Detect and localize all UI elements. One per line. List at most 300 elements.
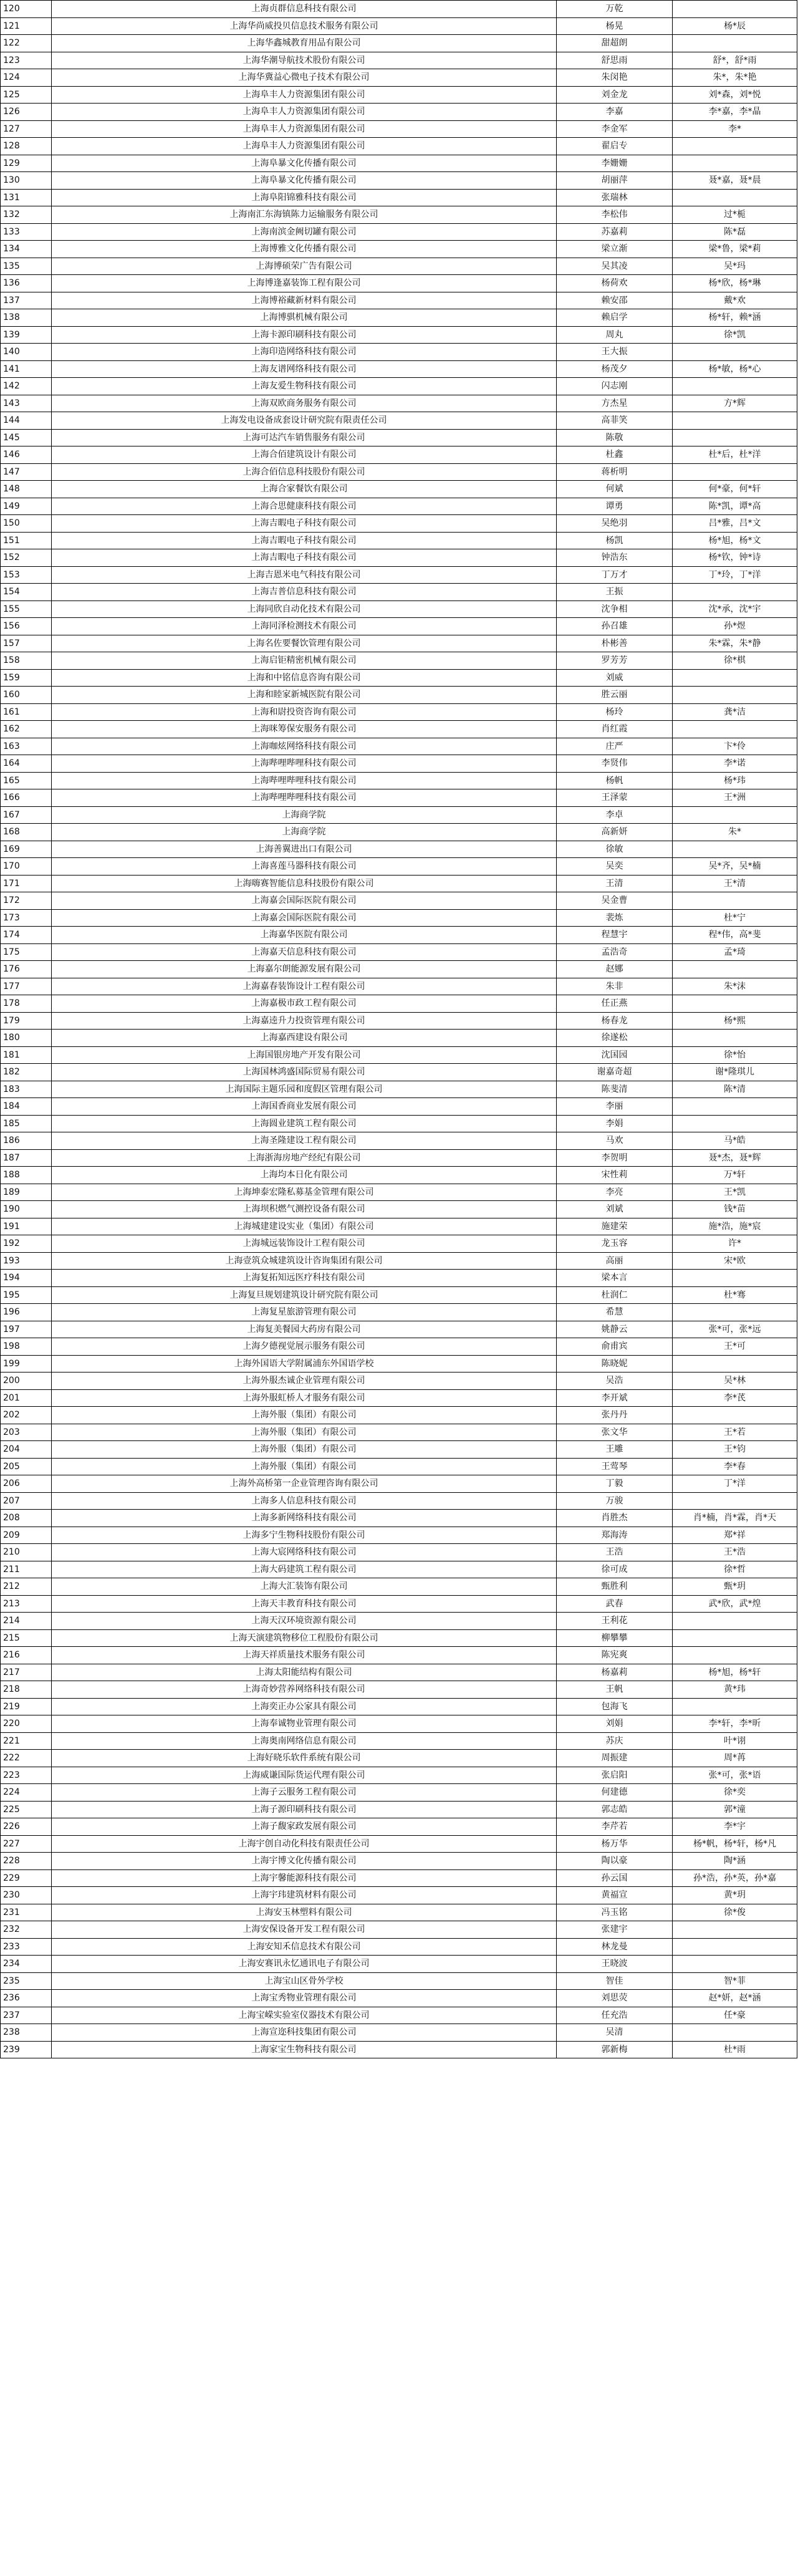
contact-name-cell: 徐敏 bbox=[557, 841, 673, 858]
table-row bbox=[1, 584, 797, 601]
family-members-cell bbox=[673, 429, 797, 446]
contact-name-cell: 柳攀攀 bbox=[557, 1629, 673, 1647]
row-number-cell: 122 bbox=[1, 35, 52, 52]
company-name-cell: 上海同泽检测技术有限公司 bbox=[52, 618, 557, 635]
row-number-cell: 174 bbox=[1, 927, 52, 944]
contact-name-cell: 庄严 bbox=[557, 738, 673, 755]
table-row bbox=[1, 1835, 797, 1853]
contact-name-cell: 郑海涛 bbox=[557, 1527, 673, 1544]
contact-name-cell: 杨帆 bbox=[557, 772, 673, 789]
table-row bbox=[1, 1304, 797, 1321]
row-number-cell: 153 bbox=[1, 566, 52, 584]
table-row bbox=[1, 1030, 797, 1047]
table-row bbox=[1, 206, 797, 224]
company-name-cell: 上海宝嵘实验室仪器技术有限公司 bbox=[52, 2007, 557, 2024]
family-members-cell bbox=[673, 344, 797, 361]
family-members-cell bbox=[673, 412, 797, 430]
table-row bbox=[1, 172, 797, 190]
contact-name-cell: 杨凯 bbox=[557, 532, 673, 549]
family-members-cell: 智*菲 bbox=[673, 1972, 797, 1990]
row-number-cell: 143 bbox=[1, 395, 52, 412]
contact-name-cell: 王晓波 bbox=[557, 1956, 673, 1973]
family-members-cell: 王*凯 bbox=[673, 1184, 797, 1201]
row-number-cell: 147 bbox=[1, 463, 52, 481]
contact-name-cell: 程慧宇 bbox=[557, 927, 673, 944]
row-number-cell: 130 bbox=[1, 172, 52, 190]
row-number-cell: 142 bbox=[1, 378, 52, 395]
row-number-cell: 216 bbox=[1, 1647, 52, 1664]
row-number-cell: 232 bbox=[1, 1921, 52, 1939]
company-name-cell: 上海多宁生物科技股份有限公司 bbox=[52, 1527, 557, 1544]
contact-name-cell: 李丽 bbox=[557, 1098, 673, 1116]
contact-name-cell: 刘威 bbox=[557, 669, 673, 687]
contact-name-cell: 何建德 bbox=[557, 1784, 673, 1802]
company-name-cell: 上海宇创自动化科技有限责任公司 bbox=[52, 1835, 557, 1853]
row-number-cell: 213 bbox=[1, 1595, 52, 1613]
company-name-cell: 上海吉暇电子科技有限公司 bbox=[52, 515, 557, 533]
contact-name-cell: 陶以豪 bbox=[557, 1853, 673, 1870]
row-number-cell: 137 bbox=[1, 292, 52, 309]
row-number-cell: 155 bbox=[1, 601, 52, 618]
family-members-cell bbox=[673, 841, 797, 858]
contact-name-cell: 杨晃 bbox=[557, 17, 673, 35]
company-name-cell: 上海发电设备成套设计研究院有限责任公司 bbox=[52, 412, 557, 430]
company-name-cell: 上海宣迩科技集团有限公司 bbox=[52, 2024, 557, 2042]
table-row bbox=[1, 1201, 797, 1218]
table-row bbox=[1, 995, 797, 1013]
company-name-cell: 上海外服（集团）有限公司 bbox=[52, 1407, 557, 1424]
family-members-cell bbox=[673, 189, 797, 206]
family-members-cell: 朱*沫 bbox=[673, 978, 797, 995]
row-number-cell: 203 bbox=[1, 1424, 52, 1441]
table-row bbox=[1, 1578, 797, 1596]
family-members-cell: 张*可，张*远 bbox=[673, 1321, 797, 1338]
row-number-cell: 160 bbox=[1, 687, 52, 704]
family-members-cell: 肖*楠，肖*霖，肖*天 bbox=[673, 1510, 797, 1527]
contact-name-cell: 高丽 bbox=[557, 1252, 673, 1270]
table-row bbox=[1, 1475, 797, 1493]
family-members-cell: 郭*潼 bbox=[673, 1801, 797, 1818]
table-row bbox=[1, 1698, 797, 1715]
table-row bbox=[1, 1218, 797, 1235]
family-members-cell: 马*皓 bbox=[673, 1132, 797, 1150]
table-row bbox=[1, 1613, 797, 1630]
company-name-cell: 上海合家餐饮有限公司 bbox=[52, 481, 557, 498]
contact-name-cell: 刘金龙 bbox=[557, 86, 673, 104]
row-number-cell: 124 bbox=[1, 69, 52, 87]
family-members-cell: 李*春 bbox=[673, 1458, 797, 1475]
contact-name-cell: 闪志刚 bbox=[557, 378, 673, 395]
company-name-cell: 上海阜阳锦雅科技有限公司 bbox=[52, 189, 557, 206]
table-row bbox=[1, 1972, 797, 1990]
table-row bbox=[1, 17, 797, 35]
table-row bbox=[1, 738, 797, 755]
row-number-cell: 192 bbox=[1, 1235, 52, 1253]
row-number-cell: 149 bbox=[1, 498, 52, 515]
contact-name-cell: 李芹若 bbox=[557, 1818, 673, 1836]
row-number-cell: 151 bbox=[1, 532, 52, 549]
table-row bbox=[1, 412, 797, 430]
row-number-cell: 146 bbox=[1, 446, 52, 464]
family-members-cell bbox=[673, 378, 797, 395]
company-name-cell: 上海阜丰人力资源集团有限公司 bbox=[52, 86, 557, 104]
family-members-cell: 孙*浩，孙*英，孙*嘉 bbox=[673, 1869, 797, 1887]
family-members-cell: 谢*隆琪儿 bbox=[673, 1064, 797, 1081]
company-name-cell: 上海善翼进出口有限公司 bbox=[52, 841, 557, 858]
row-number-cell: 164 bbox=[1, 755, 52, 773]
company-name-cell: 上海贞群信息科技有限公司 bbox=[52, 1, 557, 18]
company-name-cell: 上海哔哩哔哩科技有限公司 bbox=[52, 772, 557, 789]
contact-name-cell: 肖胜杰 bbox=[557, 1510, 673, 1527]
row-number-cell: 140 bbox=[1, 344, 52, 361]
table-row bbox=[1, 1270, 797, 1287]
contact-name-cell: 孟浩奇 bbox=[557, 943, 673, 961]
family-members-cell: 朱*，朱*艳 bbox=[673, 69, 797, 87]
row-number-cell: 136 bbox=[1, 275, 52, 292]
family-members-cell: 张*可，张*语 bbox=[673, 1767, 797, 1784]
contact-name-cell: 谭勇 bbox=[557, 498, 673, 515]
contact-name-cell: 钟浩东 bbox=[557, 549, 673, 567]
company-name-cell: 上海国银房地产开发有限公司 bbox=[52, 1046, 557, 1064]
row-number-cell: 193 bbox=[1, 1252, 52, 1270]
company-name-cell: 上海嘉春装饰设计工程有限公司 bbox=[52, 978, 557, 995]
table-row bbox=[1, 721, 797, 738]
contact-name-cell: 吴其凌 bbox=[557, 258, 673, 275]
table-row bbox=[1, 1853, 797, 1870]
family-members-cell: 聂*嘉，聂*晨 bbox=[673, 172, 797, 190]
family-members-cell: 吕*雅，吕*文 bbox=[673, 515, 797, 533]
row-number-cell: 214 bbox=[1, 1613, 52, 1630]
contact-name-cell: 王利花 bbox=[557, 1613, 673, 1630]
contact-name-cell: 周丸 bbox=[557, 326, 673, 344]
table-row bbox=[1, 1424, 797, 1441]
table-row bbox=[1, 292, 797, 309]
family-members-cell: 李*嘉，李*晶 bbox=[673, 104, 797, 121]
family-members-cell: 丁*洋 bbox=[673, 1475, 797, 1493]
table-row bbox=[1, 1647, 797, 1664]
company-name-cell: 上海威谦国际货运代理有限公司 bbox=[52, 1767, 557, 1784]
company-name-cell: 上海和尉投资咨询有限公司 bbox=[52, 703, 557, 721]
contact-name-cell: 丁万才 bbox=[557, 566, 673, 584]
row-number-cell: 231 bbox=[1, 1904, 52, 1921]
company-name-cell: 上海嘉极市政工程有限公司 bbox=[52, 995, 557, 1013]
table-row bbox=[1, 52, 797, 69]
family-members-cell: 舒*，舒*雨 bbox=[673, 52, 797, 69]
table-row bbox=[1, 1887, 797, 1904]
company-name-cell: 上海博骐机械有限公司 bbox=[52, 309, 557, 327]
contact-name-cell: 包海飞 bbox=[557, 1698, 673, 1715]
contact-name-cell: 孙云国 bbox=[557, 1869, 673, 1887]
company-name-cell: 上海南汇东海镇陈力运输服务有限公司 bbox=[52, 206, 557, 224]
row-number-cell: 152 bbox=[1, 549, 52, 567]
table-row bbox=[1, 429, 797, 446]
contact-name-cell: 希慧 bbox=[557, 1304, 673, 1321]
family-members-cell: 李*诺 bbox=[673, 755, 797, 773]
contact-name-cell: 陈晓妮 bbox=[557, 1355, 673, 1372]
table-row bbox=[1, 961, 797, 978]
company-name-cell: 上海博裕藏新材料有限公司 bbox=[52, 292, 557, 309]
contact-name-cell: 王帆 bbox=[557, 1681, 673, 1699]
contact-name-cell: 丁毅 bbox=[557, 1475, 673, 1493]
company-name-cell: 上海南滨金阙切罐有限公司 bbox=[52, 223, 557, 241]
table-row bbox=[1, 892, 797, 910]
table-row bbox=[1, 1732, 797, 1750]
company-name-cell: 上海嘉会国际医院有限公司 bbox=[52, 892, 557, 910]
row-number-cell: 128 bbox=[1, 138, 52, 155]
family-members-cell bbox=[673, 1098, 797, 1116]
contact-name-cell: 吴绝羽 bbox=[557, 515, 673, 533]
row-number-cell: 198 bbox=[1, 1338, 52, 1356]
row-number-cell: 236 bbox=[1, 1990, 52, 2007]
table-row bbox=[1, 566, 797, 584]
row-number-cell: 200 bbox=[1, 1372, 52, 1390]
company-name-cell: 上海壹筑众城建筑设计咨询集团有限公司 bbox=[52, 1252, 557, 1270]
contact-name-cell: 李娟 bbox=[557, 1115, 673, 1132]
family-members-cell bbox=[673, 1698, 797, 1715]
company-name-cell: 上海好晓乐软件系统有限公司 bbox=[52, 1750, 557, 1767]
row-number-cell: 138 bbox=[1, 309, 52, 327]
contact-name-cell: 杨茂夕 bbox=[557, 360, 673, 378]
family-members-cell: 吴*玛 bbox=[673, 258, 797, 275]
row-number-cell: 234 bbox=[1, 1956, 52, 1973]
family-members-cell: 卞*伶 bbox=[673, 738, 797, 755]
contact-name-cell: 张瑞林 bbox=[557, 189, 673, 206]
company-name-cell: 上海奇妙营养网络科技有限公司 bbox=[52, 1681, 557, 1699]
contact-name-cell: 李嘉 bbox=[557, 104, 673, 121]
company-name-cell: 上海阜暴文化传播有限公司 bbox=[52, 172, 557, 190]
contact-name-cell: 苏嘉莉 bbox=[557, 223, 673, 241]
company-name-cell: 上海商学院 bbox=[52, 824, 557, 841]
row-number-cell: 187 bbox=[1, 1149, 52, 1167]
company-name-cell: 上海吉恩米电气科技有限公司 bbox=[52, 566, 557, 584]
table-row bbox=[1, 909, 797, 927]
company-name-cell: 上海奉诚物业管理有限公司 bbox=[52, 1715, 557, 1733]
company-name-cell: 上海宝秀物业管理有限公司 bbox=[52, 1990, 557, 2007]
table-row bbox=[1, 703, 797, 721]
family-members-cell: 许* bbox=[673, 1235, 797, 1253]
row-number-cell: 131 bbox=[1, 189, 52, 206]
company-name-cell: 上海城远装饰设计工程有限公司 bbox=[52, 1235, 557, 1253]
contact-name-cell: 张丹丹 bbox=[557, 1407, 673, 1424]
row-number-cell: 167 bbox=[1, 806, 52, 824]
contact-name-cell: 刘斌 bbox=[557, 1201, 673, 1218]
row-number-cell: 154 bbox=[1, 584, 52, 601]
family-members-cell: 黄*玮 bbox=[673, 1681, 797, 1699]
table-row bbox=[1, 1338, 797, 1356]
row-number-cell: 135 bbox=[1, 258, 52, 275]
company-name-cell: 上海合佰信息科技股份有限公司 bbox=[52, 463, 557, 481]
family-members-cell: 李*宇 bbox=[673, 1818, 797, 1836]
contact-name-cell: 赵娜 bbox=[557, 961, 673, 978]
company-name-cell: 上海宇玮建筑材料有限公司 bbox=[52, 1887, 557, 1904]
row-number-cell: 177 bbox=[1, 978, 52, 995]
row-number-cell: 207 bbox=[1, 1492, 52, 1510]
contact-name-cell: 施建荣 bbox=[557, 1218, 673, 1235]
table-row bbox=[1, 1492, 797, 1510]
table-row bbox=[1, 532, 797, 549]
family-members-cell bbox=[673, 2024, 797, 2042]
company-name-cell: 上海复旦规划建筑设计研究院有限公司 bbox=[52, 1286, 557, 1304]
row-number-cell: 220 bbox=[1, 1715, 52, 1733]
company-name-cell: 上海嘉天信息科技有限公司 bbox=[52, 943, 557, 961]
contact-name-cell: 张建宇 bbox=[557, 1921, 673, 1939]
company-name-cell: 上海嘉华医院有限公司 bbox=[52, 927, 557, 944]
family-members-cell bbox=[673, 892, 797, 910]
company-name-cell: 上海坤泰宏隆私募基金管理有限公司 bbox=[52, 1184, 557, 1201]
row-number-cell: 169 bbox=[1, 841, 52, 858]
row-number-cell: 161 bbox=[1, 703, 52, 721]
contact-name-cell: 杜鑫 bbox=[557, 446, 673, 464]
table-row bbox=[1, 155, 797, 172]
row-number-cell: 218 bbox=[1, 1681, 52, 1699]
contact-name-cell: 高菲笑 bbox=[557, 412, 673, 430]
contact-name-cell: 王雕 bbox=[557, 1441, 673, 1459]
contact-name-cell: 万骏 bbox=[557, 1492, 673, 1510]
table-row bbox=[1, 69, 797, 87]
family-members-cell bbox=[673, 155, 797, 172]
table-row bbox=[1, 326, 797, 344]
table-row bbox=[1, 1544, 797, 1561]
contact-name-cell: 杨荷欢 bbox=[557, 275, 673, 292]
row-number-cell: 185 bbox=[1, 1115, 52, 1132]
contact-name-cell: 蒋析明 bbox=[557, 463, 673, 481]
table-row bbox=[1, 1629, 797, 1647]
family-members-cell bbox=[673, 1115, 797, 1132]
table-row bbox=[1, 687, 797, 704]
company-name-cell: 上海阜丰人力资源集团有限公司 bbox=[52, 104, 557, 121]
table-row bbox=[1, 549, 797, 567]
table-row bbox=[1, 1064, 797, 1081]
row-number-cell: 206 bbox=[1, 1475, 52, 1493]
company-name-cell: 上海博逢嘉装饰工程有限公司 bbox=[52, 275, 557, 292]
family-members-cell: 王*浩 bbox=[673, 1544, 797, 1561]
contact-name-cell: 万乾 bbox=[557, 1, 673, 18]
family-members-cell: 宋*欧 bbox=[673, 1252, 797, 1270]
table-row bbox=[1, 858, 797, 876]
family-members-cell bbox=[673, 1030, 797, 1047]
row-number-cell: 210 bbox=[1, 1544, 52, 1561]
contact-name-cell: 舒思雨 bbox=[557, 52, 673, 69]
contact-name-cell: 王大振 bbox=[557, 344, 673, 361]
company-name-cell: 上海哔哩哔哩科技有限公司 bbox=[52, 789, 557, 807]
table-row bbox=[1, 1184, 797, 1201]
family-members-cell: 徐*棋 bbox=[673, 652, 797, 670]
contact-name-cell: 朴彬善 bbox=[557, 635, 673, 652]
company-name-cell: 上海浙海房地产经纪有限公司 bbox=[52, 1149, 557, 1167]
table-row bbox=[1, 635, 797, 652]
contact-name-cell: 徐遂松 bbox=[557, 1030, 673, 1047]
company-name-cell: 上海多人信息科技有限公司 bbox=[52, 1492, 557, 1510]
row-number-cell: 202 bbox=[1, 1407, 52, 1424]
table-row bbox=[1, 1869, 797, 1887]
row-number-cell: 222 bbox=[1, 1750, 52, 1767]
contact-name-cell: 杨万华 bbox=[557, 1835, 673, 1853]
family-members-cell: 徐*怡 bbox=[673, 1046, 797, 1064]
row-number-cell: 157 bbox=[1, 635, 52, 652]
family-members-cell bbox=[673, 1613, 797, 1630]
family-members-cell: 李*轩，李*昕 bbox=[673, 1715, 797, 1733]
table-row bbox=[1, 1715, 797, 1733]
contact-name-cell: 马欢 bbox=[557, 1132, 673, 1150]
contact-name-cell: 杨嘉莉 bbox=[557, 1664, 673, 1681]
company-name-cell: 上海大宸网络科技有限公司 bbox=[52, 1544, 557, 1561]
contact-name-cell: 梁立渐 bbox=[557, 241, 673, 258]
company-name-cell: 上海圆业建筑工程有限公司 bbox=[52, 1115, 557, 1132]
row-number-cell: 158 bbox=[1, 652, 52, 670]
table-row bbox=[1, 1286, 797, 1304]
table-row bbox=[1, 395, 797, 412]
contact-name-cell: 苏庆 bbox=[557, 1732, 673, 1750]
company-name-cell: 上海阜暴文化传播有限公司 bbox=[52, 155, 557, 172]
contact-name-cell: 郭志皓 bbox=[557, 1801, 673, 1818]
contact-name-cell: 赖启学 bbox=[557, 309, 673, 327]
company-name-cell: 上海天祥质量技术服务有限公司 bbox=[52, 1647, 557, 1664]
table-row bbox=[1, 1595, 797, 1613]
row-number-cell: 168 bbox=[1, 824, 52, 841]
contact-name-cell: 何斌 bbox=[557, 481, 673, 498]
contact-name-cell: 张文华 bbox=[557, 1424, 673, 1441]
contact-name-cell: 朱非 bbox=[557, 978, 673, 995]
contact-name-cell: 谢嘉奇超 bbox=[557, 1064, 673, 1081]
row-number-cell: 209 bbox=[1, 1527, 52, 1544]
row-number-cell: 141 bbox=[1, 360, 52, 378]
contact-name-cell: 王浩 bbox=[557, 1544, 673, 1561]
row-number-cell: 195 bbox=[1, 1286, 52, 1304]
contact-name-cell: 徐可成 bbox=[557, 1561, 673, 1578]
row-number-cell: 224 bbox=[1, 1784, 52, 1802]
table-row bbox=[1, 1098, 797, 1116]
contact-name-cell: 张启阳 bbox=[557, 1767, 673, 1784]
family-members-cell bbox=[673, 1304, 797, 1321]
contact-name-cell: 高新妍 bbox=[557, 824, 673, 841]
table-row bbox=[1, 1355, 797, 1372]
family-members-cell: 王*若 bbox=[673, 1424, 797, 1441]
family-members-cell: 施*浩，施*宸 bbox=[673, 1218, 797, 1235]
table-row bbox=[1, 189, 797, 206]
row-number-cell: 150 bbox=[1, 515, 52, 533]
table-row bbox=[1, 1167, 797, 1184]
table-row bbox=[1, 309, 797, 327]
table-row bbox=[1, 1132, 797, 1150]
row-number-cell: 162 bbox=[1, 721, 52, 738]
table-row bbox=[1, 1081, 797, 1098]
table-row bbox=[1, 1818, 797, 1836]
row-number-cell: 172 bbox=[1, 892, 52, 910]
company-name-cell: 上海坝积燃气测控设备有限公司 bbox=[52, 1201, 557, 1218]
family-members-cell: 吴*齐，吴*楠 bbox=[673, 858, 797, 876]
table-row bbox=[1, 498, 797, 515]
table-row bbox=[1, 86, 797, 104]
table-row bbox=[1, 755, 797, 773]
table-row bbox=[1, 806, 797, 824]
contact-name-cell: 杨春龙 bbox=[557, 1012, 673, 1030]
company-name-cell: 上海外服杰诚企业管理有限公司 bbox=[52, 1372, 557, 1390]
table-row bbox=[1, 1681, 797, 1699]
table-row bbox=[1, 223, 797, 241]
roster-table-body bbox=[1, 1, 797, 2058]
company-name-cell: 上海多新网络科技有限公司 bbox=[52, 1510, 557, 1527]
row-number-cell: 235 bbox=[1, 1972, 52, 1990]
company-name-cell: 上海子云服务工程有限公司 bbox=[52, 1784, 557, 1802]
company-name-cell: 上海大汇装饰有限公司 bbox=[52, 1578, 557, 1596]
company-name-cell: 上海国际主题乐园和度假区管理有限公司 bbox=[52, 1081, 557, 1098]
family-members-cell bbox=[673, 1921, 797, 1939]
contact-name-cell: 李贤伟 bbox=[557, 755, 673, 773]
contact-name-cell: 沈争相 bbox=[557, 601, 673, 618]
row-number-cell: 163 bbox=[1, 738, 52, 755]
contact-name-cell: 陈敬 bbox=[557, 429, 673, 446]
table-row bbox=[1, 1801, 797, 1818]
